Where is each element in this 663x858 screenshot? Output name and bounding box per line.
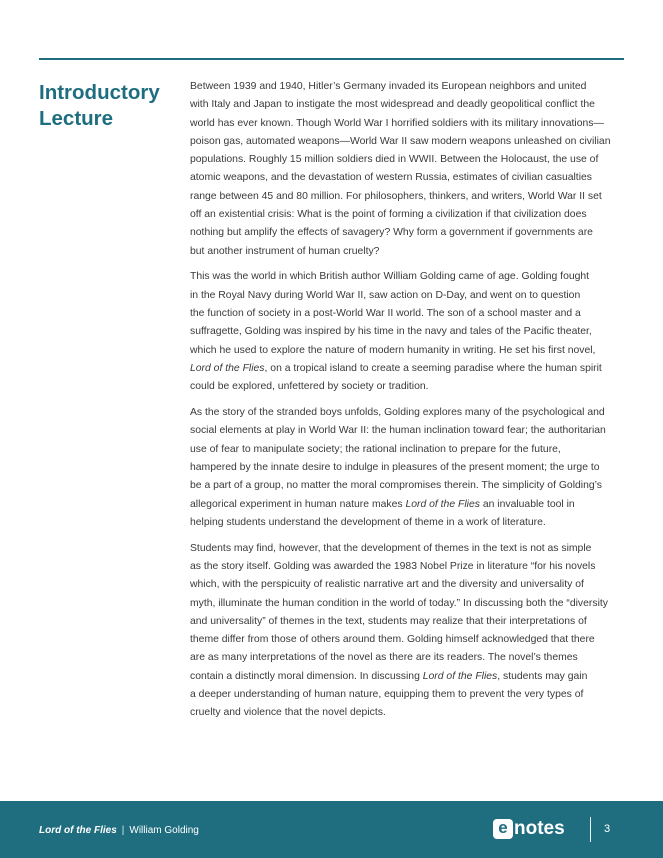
text-line: As the story of the stranded boys unfolds, Golding explores many of the psychological and: [190, 407, 605, 419]
text-line: in the Royal Navy during World War II, saw action on D-Day, and went on to question: [190, 289, 581, 301]
page-number: 3: [604, 823, 611, 835]
lecture-body: [190, 78, 624, 730]
section-title-line-2: Lecture: [39, 107, 114, 130]
text-line: [190, 496, 624, 514]
text-line: with Italy and Japan to instigate the most widespread and deadly geopolitical conflict the: [190, 99, 595, 111]
page-footer: [0, 801, 663, 858]
section-title: [39, 80, 179, 132]
text-line: range between 45 and 80 million. For philosophers, thinkers, and writers, World War II set: [190, 190, 602, 202]
footer-author: William Golding: [129, 825, 199, 836]
text-fragment: allegorical experiment in human nature makes: [190, 498, 406, 510]
header-rule: [39, 58, 624, 60]
text-line: and universality” of themes in the text, students may realize that their interpretations of: [190, 615, 587, 627]
text-line: world has ever known. Though World War I horrified soldiers with its military innovations—: [190, 117, 604, 129]
text-line: the function of society in a post-World War II world. The son of a school master and a: [190, 308, 581, 320]
paragraph-1: [190, 78, 624, 261]
footer-book-title: Lord of the Flies: [39, 825, 117, 836]
text-fragment: an invaluable tool in: [479, 498, 575, 510]
footer-divider: [590, 817, 591, 842]
enotes-logo: [493, 818, 565, 840]
text-line: poison gas, automated weapons—World War II saw modern weapons unleashed on civilian: [190, 135, 611, 147]
text-line: theme differ from those of others around them. Golding himself acknowledged that there: [190, 634, 595, 646]
text-line: suffragette, Golding was inspired by his time in the navy and tales of the Pacific theater,: [190, 326, 592, 338]
text-line: hampered by the innate desire to indulge in pleasures of the present moment; the urge to: [190, 461, 600, 473]
text-line: helping students understand the development of theme in a work of literature.: [190, 516, 546, 528]
book-title-italic: Lord of the Flies: [190, 362, 265, 374]
paragraph-2: [190, 268, 624, 396]
text-line: which, with the perspicuity of realistic narrative art and the diversity and universality of: [190, 579, 584, 591]
text-fragment: , on a tropical island to create a seeming paradise where the human spirit: [264, 362, 602, 374]
paragraph-3: [190, 404, 624, 532]
text-line: could be explored, unfettered by society or tradition.: [190, 381, 429, 393]
text-line: Between 1939 and 1940, Hitler’s Germany invaded its European neighbors and united: [190, 81, 587, 92]
book-title-italic: Lord of the Flies: [405, 498, 480, 510]
text-line: atomic weapons, and the devastation of western Russia, estimates of civilian casualties: [190, 172, 592, 184]
text-line: [190, 668, 624, 686]
section-title-line-1: Introductory: [39, 81, 160, 104]
text-line: nothing but amplify the effects of savagery? Why form a government if governments are: [190, 227, 593, 239]
text-line: a deeper understanding of human nature, equipping them to prevent the very types of: [190, 689, 584, 700]
footer-book-info: [39, 825, 199, 837]
text-line: Students may find, however, that the development of themes in the text is not as simple: [190, 542, 592, 554]
text-fragment: , students may gain: [497, 670, 588, 682]
text-line: populations. Roughly 15 million soldiers died in WWII. Between the Holocaust, the use of: [190, 154, 599, 166]
footer-separator: |: [121, 825, 125, 836]
text-line: as the story itself. Golding was awarded the 1983 Nobel Prize in literature “for his novels: [190, 560, 596, 572]
text-line: off an existential crisis: What is the point of forming a civilization if that civilization does: [190, 209, 587, 221]
text-line: cruelty and violence that the novel depicts.: [190, 707, 386, 719]
text-line: social elements at play in World War II: the human inclination toward fear; the authoritarian: [190, 425, 606, 437]
logo-e-mark: e: [493, 819, 513, 839]
text-fragment: contain a distinctly moral dimension. In discussing: [190, 670, 423, 682]
text-line: are as many interpretations of the novel as there are its readers. The novel’s themes: [190, 652, 578, 664]
text-line: be a part of a group, no matter the moral compromises therein. The simplicity of Golding’s: [190, 480, 602, 492]
paragraph-4: [190, 540, 624, 723]
logo-wordmark: notes: [514, 818, 565, 839]
text-line: which he used to explore the nature of modern humanity in writing. He set his first novel,: [190, 344, 596, 356]
text-line: myth, illuminate the human condition in the world of today.” In discussing both the “diversity: [190, 597, 608, 609]
book-title-italic: Lord of the Flies: [422, 670, 498, 682]
text-line: but another instrument of human cruelty?: [190, 245, 380, 257]
text-line: This was the world in which British author William Golding came of age. Golding fought: [190, 271, 590, 283]
text-line: use of fear to manipulate society; the rational inclination to prepare for the future,: [190, 443, 561, 455]
text-line: [190, 360, 624, 378]
